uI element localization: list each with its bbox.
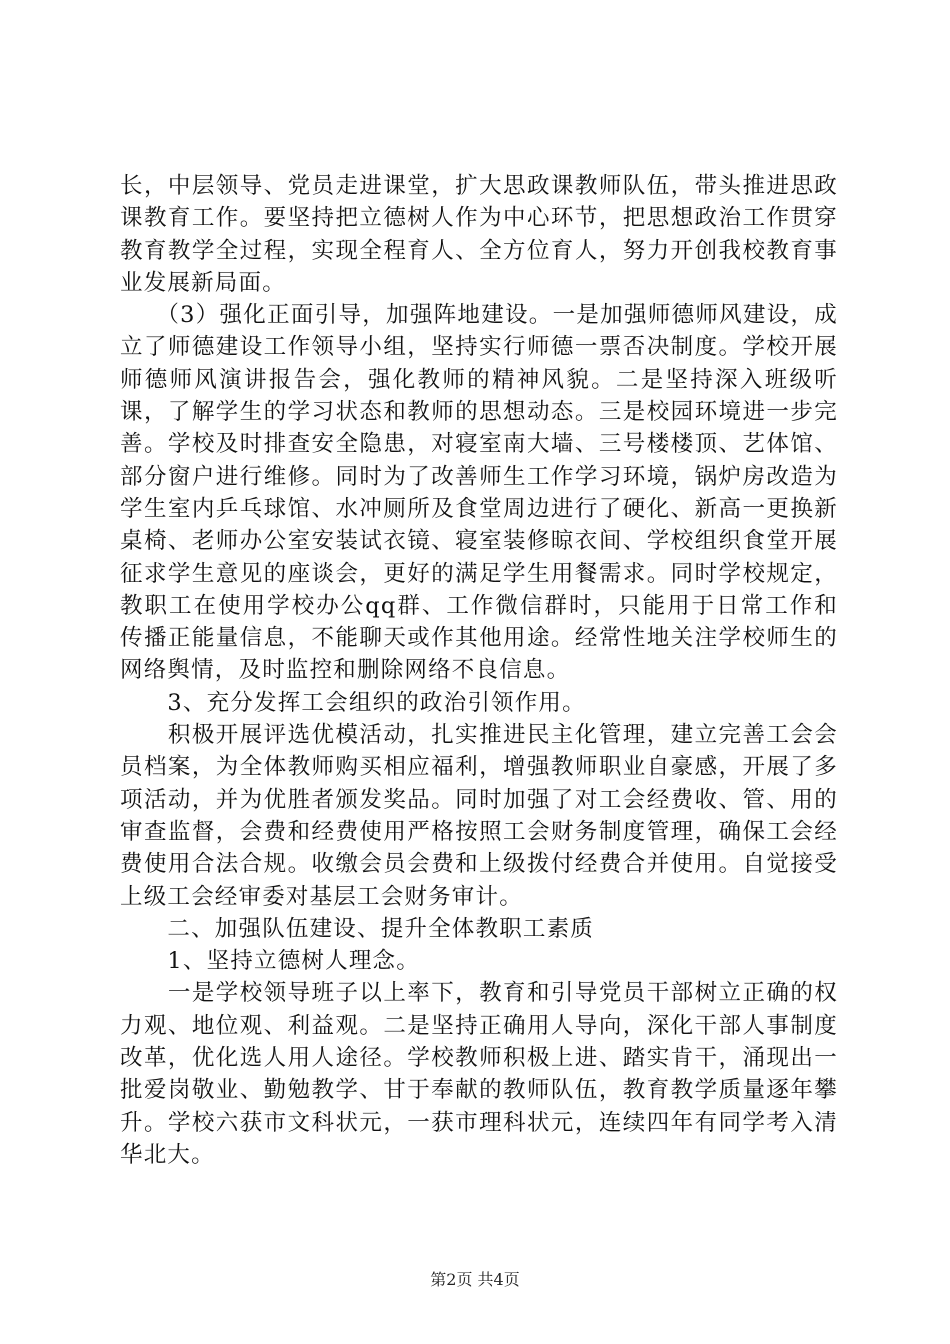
- heading-union-role: 3、充分发挥工会组织的政治引领作用。: [120, 689, 586, 716]
- heading-team-building: 二、加强队伍建设、提升全体教职工素质: [120, 915, 595, 942]
- paragraph-positive-guidance: （3）强化正面引导，加强阵地建设。一是加强师德师风建设，成立了师德建设工作领导小组，坚持实行师德一票否决制度。学校开展师德师风演讲报告会，强化教师的精神风貌。二是坚持深入班级听课，了解学生的学习状态和教师的思想动态。三是校园环境进一步完善。学校及时排查安全隐患，对寝室南大墙、三号楼楼顶、艺体馆、部分窗户进行维修。同时为了改善师生工作学习环境，锅炉房改造为学生室内乒乓球馆、水冲厕所及食堂周边进行了硬化、新高一更换新桌椅、老师办公室安装试衣镜、寝室装修晾衣间、学校组织食堂开展征求学生意见的座谈会，更好的满足学生用餐需求。同时学校规定，教职工在使用学校办公qq群、工作微信群时，只能用于日常工作和传播正能量信息，不能聊天或作其他用途。经常性地关注学校师生的网络舆情，及时监控和删除网络不良信息。: [120, 302, 838, 684]
- heading-moral-education: 1、坚持立德树人理念。: [120, 948, 420, 975]
- paragraph-union-activities: 积极开展评选优模活动，扎实推进民主化管理，建立完善工会会员档案，为全体教师购买相应福利，增强教师职业自豪感，开展了多项活动，并为优胜者颁发奖品。同时加强了对工会经费收、管、用的审查监督，会费和经费使用严格按照工会财务制度管理，确保工会经费使用合法合规。收缴会员会费和上级拨付经费合并使用。自觉接受上级工会经审委对基层工会财务审计。: [120, 722, 838, 910]
- page-number-footer: 第2页 共4页: [430, 1270, 520, 1289]
- paragraph-leadership: 一是学校领导班子以上率下，教育和引导党员干部树立正确的权力观、地位观、利益观。二是坚持正确用人导向，深化干部人事制度改革，优化选人用人途径。学校教师积极上进、踏实肯干，涌现出一批爱岗敬业、勤勉教学、甘于奉献的教师队伍，教育教学质量逐年攀升。学校六获市文科状元，一获市理科状元，连续四年有同学考入清华北大。: [120, 980, 838, 1168]
- document-body: [120, 170, 838, 1171]
- paragraph-continuation: 长，中层领导、党员走进课堂，扩大思政课教师队伍，带头推进思政课教育工作。要坚持把立德树人作为中心环节，把思想政治工作贯穿教育教学全过程，实现全程育人、全方位育人，努力开创我校教育事业发展新局面。: [120, 173, 838, 296]
